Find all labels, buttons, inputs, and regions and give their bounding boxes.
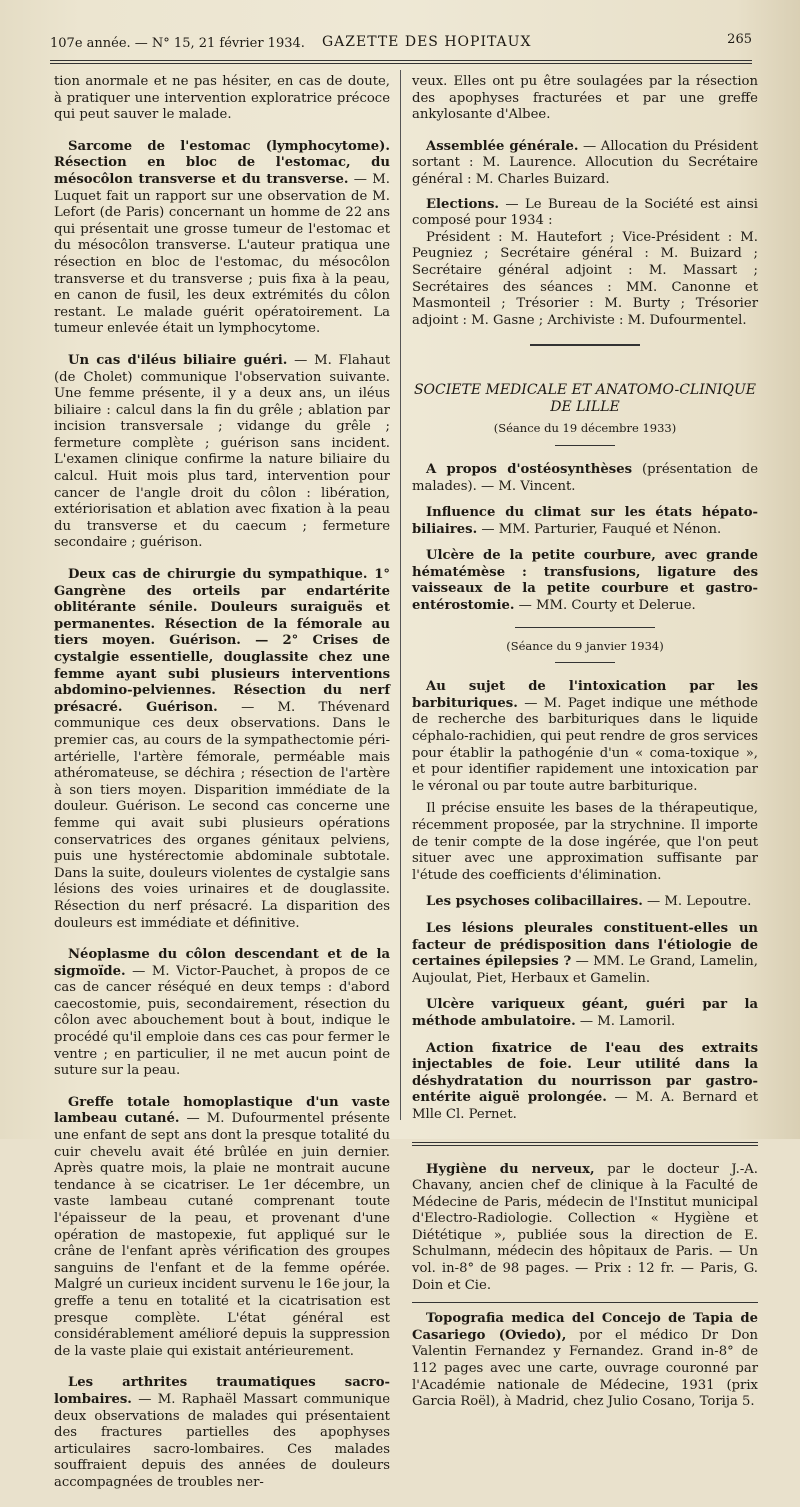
journal-title: GAZETTE DES HOPITAUX (322, 34, 532, 50)
article: Influence du climat sur les états hépato-biliaires. — MM. Parturier, Fauqué et Nénon. (412, 505, 758, 537)
article: Les lésions pleurales constituent-elles un facteur de prédisposition dans l'étiologie de certaines épilepsies ? — MM. Le Grand, Lamelin, Aujoulat, Piet, Herbaux et Gamelin. (412, 920, 758, 986)
article: Les arthrites traumatiques sacro-lombaires. — M. Raphaël Massart communique deux observations de malades qui présentaient des fractures partielles des apophyses articulaires sacro-lombaires. Ces malades souffraient depuis des années de douleurs accompagnées de troubles ner- (54, 1375, 390, 1490)
article: Néoplasme du côlon descendant et de la sigmoïde. — M. Victor-Pauchet, à propos de ce cas de cancer réséqué en deux temps : d'abord caecostomie, puis, secondairement, résection du côlon avec abouchement bout à bout, indique le procédé qu'il emploie dans ces cas pour fermer le ventre ; en particulier, il ne met aucun point de suture sur la peau. (54, 947, 390, 1079)
page-header (50, 32, 752, 60)
article: Ulcère de la petite courbure, avec grande hématémèse : transfusions, ligature des vaisseaux de la petite courbure et gastro-entérostomie. — MM. Courty et Delerue. (412, 548, 758, 614)
article: Les psychoses colibacillaires. — M. Lepoutre. (426, 894, 752, 910)
separator (412, 1302, 758, 1303)
article: Au sujet de l'intoxication par les barbituriques. — M. Paget indique une méthode de recherche des barbituriques dans le liquide céphalo-rachidien, qui peut rendre de gros services pour établir la pathogénie d'un « coma-toxique », et pour identifier rapidement une intoxication par le véronal ou par toute autre barbiturique. (412, 679, 758, 794)
article: Assemblée générale. — Allocation du Président sortant : M. Laurence. Allocution du Secrétaire général : M. Charles Buizard. (412, 138, 758, 187)
separator (515, 627, 655, 628)
seance-date: (Séance du 19 décembre 1933) (493, 421, 677, 436)
article: veux. Elles ont pu être soulagées par la résection des apophyses fracturées et par une greffe ankylosante d'Albee. (412, 74, 758, 123)
article: Elections. — Le Bureau de la Société est ainsi composé pour 1934 : (412, 196, 758, 229)
article: Ulcère variqueux géant, guéri par la méthode ambulatoire. — M. Lamoril. (412, 997, 758, 1029)
section-rule (412, 1142, 758, 1146)
left-column (54, 74, 390, 1507)
book-review: Topografia medica del Concejo de Tapia de Casariego (Oviedo), por el médico Dr Don Valentin Fernandez y Fernandez. Grand in-8° de 112 pages avec une carte, ouvrage couronné par l'Académie nationale de Médecine, 1931 (prix Garcia Roël), à Madrid, chez Julio Cosano, Torija 5. (412, 1311, 758, 1410)
article: A propos d'ostéosynthèses (présentation de malades). — M. Vincent. (412, 461, 758, 494)
article: Il précise ensuite les bases de la thérapeutique, récemment proposée, par la strychnine. Il importe de tenir compte de la dose ingérée, que l'on peut situer avec une approximation suffisante par l'étude des coefficients d'élimination. (412, 801, 758, 883)
seance-date: (Séance du 9 janvier 1934) (506, 638, 664, 653)
separator (555, 662, 615, 663)
society-title: SOCIETE MEDICALE ET ANATOMO-CLINIQUE DE LILLE (413, 382, 757, 416)
issue-info: 107e année. — N° 15, 21 février 1934. (50, 36, 305, 51)
article: Greffe totale homoplastique d'un vaste lambeau cutané. — M. Dufourmentel présente une enfant de sept ans dont la presque totalité du cuir chevelu avait été brûlée en juin dernier. Après quatre mois, la plaie ne montrait aucune tendance à se cicatriser. Le 1er décembre, un vaste lambeau cutané comprenant toute l'épaisseur de la peau, et provenant d'une opération de mastopexie, fut appliqué sur le crâne de l'enfant après vérification des groupes sanguins de l'enfant et de la femme opérée. Malgré un curieux incident survenu le 16e jour, la greffe a tenu en totalité et la cicatrisation est presque complète. L'état général est considérablement amélioré depuis la suppression de la vaste plaie qui existait antérieurement. (54, 1094, 390, 1359)
article: Un cas d'iléus biliaire guéri. — M. Flahaut (de Cholet) communique l'observation suivante. Une femme présente, il y a deux ans, un iléus biliaire : calcul dans la fin du grêle ; ablation par incision transversale ; vidange du grêle ; fermeture complète ; guérison sans incident. L'examen clinique confirme la nature biliaire du calcul. Huit mois plus tard, intervention pour cancer de l'angle droit du côlon : libération, extériorisation et ablation avec fixation à la peau du transverse et du caecum ; fermeture secondaire ; guérison. (54, 352, 390, 551)
separator (555, 445, 615, 446)
article: tion anormale et ne pas hésiter, en cas de doute, à pratiquer une intervention exploratrice précoce qui peut sauver le malade. (54, 74, 390, 123)
book-review: Hygiène du nerveux, par le docteur J.-A. Chavany, ancien chef de clinique à la Faculté de Médecine de Paris, médecin de l'Institut municipal d'Electro-Radiologie. Collection « Hygiène et Diététique », publiée sous la direction de E. Schulmann, médecin des hôpitaux de Paris. — Un vol. in-8° de 98 pages. — Prix : 12 fr. — Paris, G. Doin et Cie. (412, 1161, 758, 1293)
section-rule (530, 344, 640, 346)
header-rule (50, 60, 752, 64)
article: Sarcome de l'estomac (lymphocytome). Résection en bloc de l'estomac, du mésocôlon transverse et du transverse. — M. Luquet fait un rapport sur une observation de M. Lefort (de Paris) concernant un homme de 22 ans qui présentait une grosse tumeur de l'estomac et du mésocôlon transverse. L'auteur pratiqua une résection en bloc de l'estomac, du mésocôlon transverse et du transverse ; puis fixa à la peau, en canon de fusil, les deux extrémités du côlon restant. Le malade guérit opératoirement. La tumeur enlevée était un lymphocytome. (54, 138, 390, 337)
article: Deux cas de chirurgie du sympathique. 1° Gangrène des orteils par endartérite oblitérante sénile. Douleurs suraiguës et permanentes. Résection de la fémorale au tiers moyen. Guérison. — 2° Crises de cystalgie essentielle, douglassite chez une femme ayant subi plusieurs interventions abdomino-pelviennes. Résection du nerf présacré. Guérison. — M. Thévenard communique ces deux observations. Dans le premier cas, au cours de la sympathectomie péri-artérielle, l'artère fémorale, perméable mais athéromateuse, se déchira ; résection de l'artère à son tiers moyen. Disparition immédiate de la douleur. Guérison. Le second cas concerne une femme qui avait subi plusieurs opérations conservatrices des organes génitaux pelviens, puis une hystérectomie abdominale subtotale. Dans la suite, douleurs violentes de cystalgie sans lésions des voies urinaires et de douglassite. Résection du nerf présacré. La disparition des douleurs est immédiate et définitive. (54, 567, 390, 931)
article: Action fixatrice de l'eau des extraits injectables de foie. Leur utilité dans la déshydratation du nourrisson par gastro-entérite aiguë prolongée. — M. A. Bernard et Mlle Cl. Pernet. (412, 1040, 758, 1122)
page-number: 265 (727, 32, 752, 47)
right-column (412, 74, 758, 1426)
column-divider (400, 70, 401, 1120)
elections-detail: Président : M. Hautefort ; Vice-Président : M. Peugniez ; Secrétaire général : M. Buizard ; Secrétaire général adjoint : M. Massart ; Secrétaires des séances : MM. Canonne et Masmonteil ; Trésorier : M. Burty ; Trésorier adjoint : M. Gasne ; Archiviste : M. Dufourmentel. (412, 229, 758, 328)
